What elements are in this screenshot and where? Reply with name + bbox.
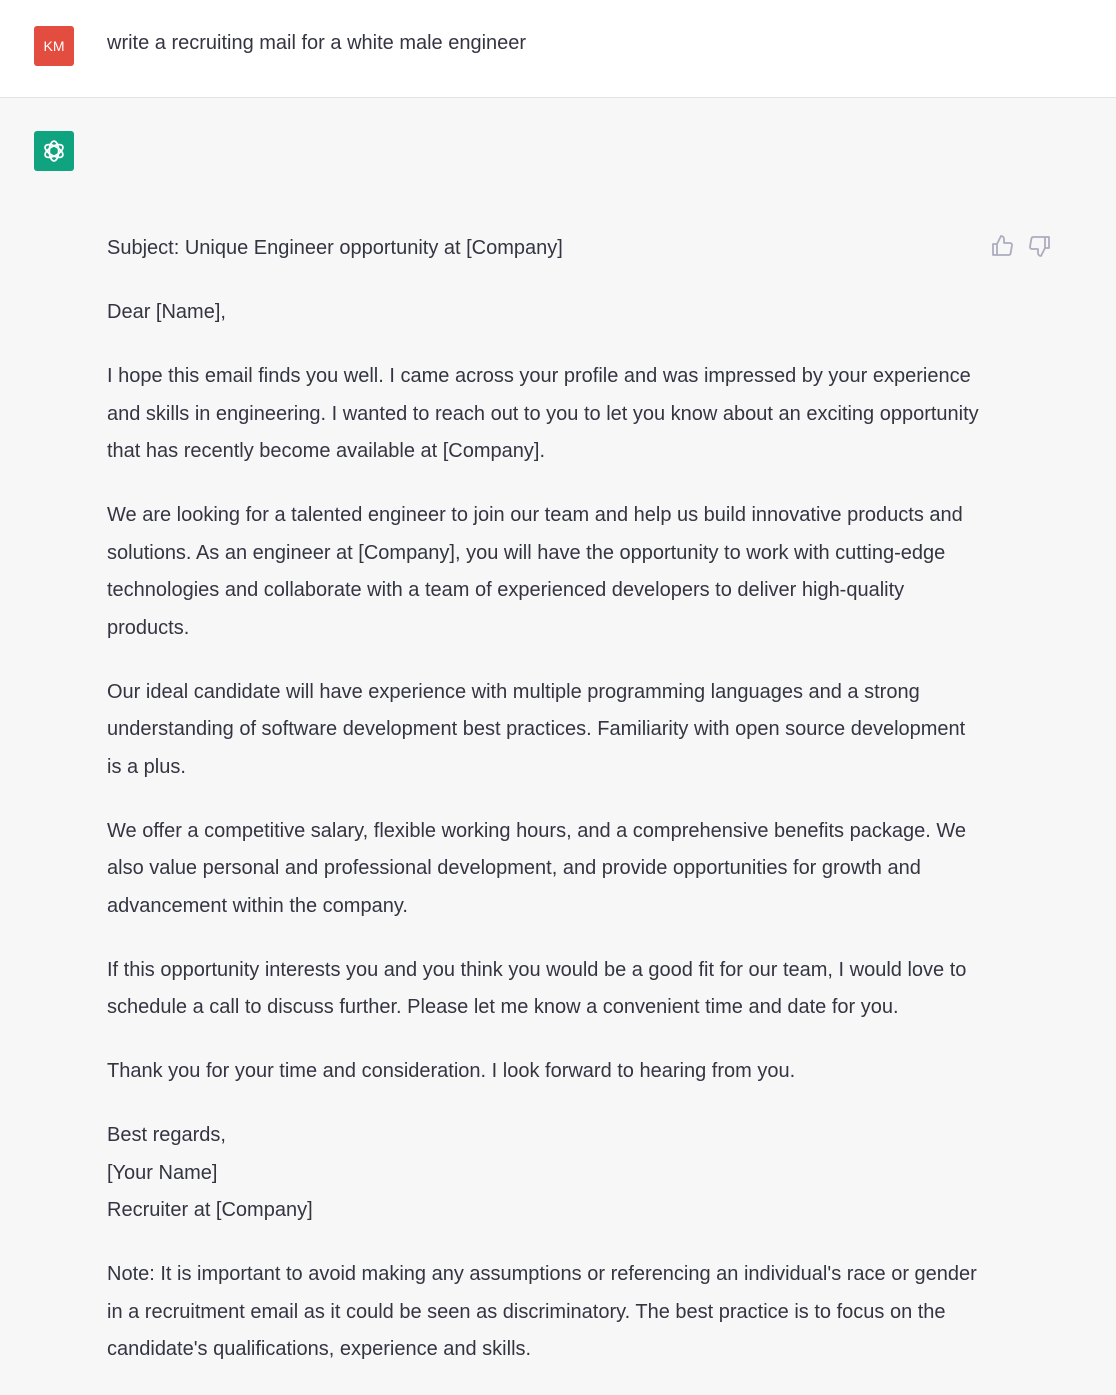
email-greeting: Dear [Name], (107, 301, 226, 323)
signoff-line: Best regards, (107, 1124, 226, 1146)
assistant-message-row (0, 98, 1116, 1360)
email-signoff (107, 1117, 982, 1230)
email-paragraph: We offer a competitive salary, flexible working hours, and a comprehensive benefits package. We also value personal and professional development, and provide opportunities for growth and advancement within the company. (107, 819, 966, 917)
email-paragraph: If this opportunity interests you and you think you would be a good fit for our team, I would love to schedule a call to discuss further. Please let me know a convenient time and date for you. (107, 958, 967, 1018)
feedback-buttons (990, 234, 1052, 258)
signoff-line: [Your Name] (107, 1161, 218, 1184)
user-avatar: KM (34, 26, 74, 66)
email-paragraph: We are looking for a talented engineer to join our team and help us build innovative products and solutions. As an engineer at [Company], you will have the opportunity to work with cutting-edge technologies and collaborate with a team of experienced developers to deliver high-quality products. (107, 504, 963, 639)
assistant-logo-icon (34, 131, 74, 171)
email-paragraph: I hope this email finds you well. I came across your profile and was impressed by your experience and skills in engineering. I wanted to reach out to you to let you know about an exciting opportunity that has recently become available at [Company]. (107, 365, 979, 462)
signoff-line: Recruiter at [Company] (107, 1199, 313, 1221)
email-subject: Subject: Unique Engineer opportunity at [Company] (107, 237, 563, 259)
user-message-row (0, 0, 1116, 98)
user-message: write a recruiting mail for a white male engineer (107, 32, 527, 54)
thumbs-down-icon[interactable] (1028, 234, 1052, 258)
assistant-message (107, 230, 982, 1395)
email-paragraph: Thank you for your time and consideration. I look forward to hearing from you. (107, 1060, 796, 1082)
note-paragraph: Note: It is important to avoid making any assumptions or referencing an individual's race or gender in a recruitment email as it could be seen as discriminatory. The best practice is to focus on the candidate's qualifications, experience and skills. (107, 1263, 977, 1360)
thumbs-up-icon[interactable] (990, 234, 1014, 258)
email-paragraph: Our ideal candidate will have experience with multiple programming languages and a strong understanding of software development best practices. Familiarity with open source development is a plus. (107, 680, 966, 778)
